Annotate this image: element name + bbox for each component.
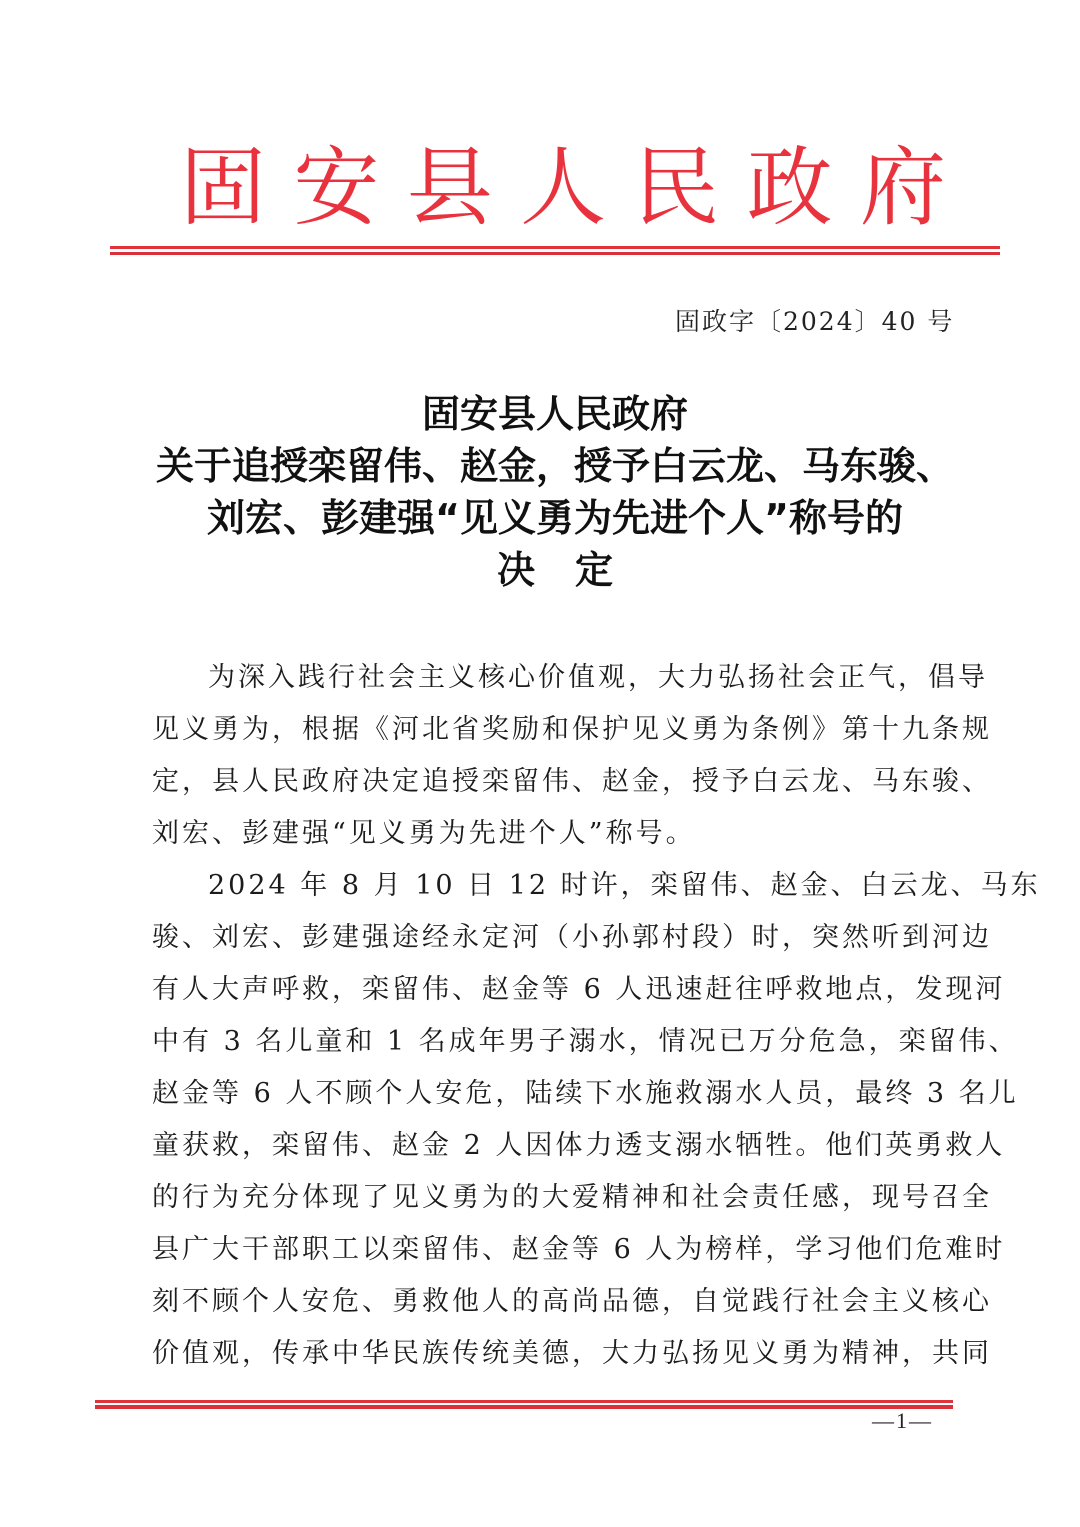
paragraph-line: 童获救，栾留伟、赵金 2 人因体力透支溺水牺牲。他们英勇救人 bbox=[152, 1130, 1006, 1161]
masthead-red-rule bbox=[110, 246, 1000, 256]
paragraph-line: 定，县人民政府决定追授栾留伟、赵金，授予白云龙、马东骏、 bbox=[152, 766, 992, 797]
document-number: 固政字〔2024〕40 号 bbox=[675, 307, 955, 336]
document-body bbox=[152, 652, 1041, 1380]
red-rule-line bbox=[110, 246, 1000, 249]
title-line-issuer: 固安县人民政府 bbox=[421, 392, 688, 436]
paragraph-line: 见义勇为，根据《河北省奖励和保护见义勇为条例》第十九条规 bbox=[152, 714, 992, 745]
red-rule-line bbox=[95, 1405, 953, 1409]
masthead-char: 固 bbox=[180, 138, 266, 238]
paragraph-line: 的行为充分体现了见义勇为的大爱精神和社会责任感，现号召全 bbox=[152, 1182, 992, 1213]
masthead-char: 县 bbox=[406, 138, 493, 238]
paragraph-line: 刘宏、彭建强“见义勇为先进个人”称号。 bbox=[152, 818, 696, 849]
title-line-decision: 决定 bbox=[496, 548, 653, 592]
document-title bbox=[140, 388, 970, 596]
paragraph-line: 价值观，传承中华民族传统美德，大力弘扬见义勇为精神，共同 bbox=[152, 1338, 992, 1369]
masthead-title bbox=[178, 138, 948, 238]
page-number: —1— bbox=[872, 1408, 933, 1433]
title-line-subject-1: 关于追授栾留伟、赵金，授予白云龙、马东骏、 bbox=[155, 444, 954, 488]
paragraph-line: 赵金等 6 人不顾个人安危，陆续下水施救溺水人员，最终 3 名儿 bbox=[152, 1078, 1019, 1109]
paragraph-line: 2024 年 8 月 10 日 12 时许，栾留伟、赵金、白云龙、马东 bbox=[208, 870, 1041, 901]
footer-red-rule bbox=[95, 1400, 953, 1410]
paragraph-line: 县广大干部职工以栾留伟、赵金等 6 人为榜样，学习他们危难时 bbox=[152, 1234, 1006, 1265]
paragraph-line: 骏、刘宏、彭建强途经永定河（小孙郭村段）时，突然听到河边 bbox=[152, 922, 992, 953]
masthead-char: 民 bbox=[633, 138, 720, 238]
red-rule-line bbox=[110, 252, 1000, 255]
masthead-char: 府 bbox=[859, 138, 946, 238]
paragraph-line: 中有 3 名儿童和 1 名成年男子溺水，情况已万分危急，栾留伟、 bbox=[152, 1026, 1019, 1057]
masthead-char: 安 bbox=[293, 138, 380, 238]
masthead-char: 政 bbox=[746, 138, 833, 238]
red-rule-line bbox=[95, 1400, 953, 1403]
masthead-char: 人 bbox=[519, 138, 606, 238]
title-line-subject-2: 刘宏、彭建强“见义勇为先进个人”称号的 bbox=[207, 496, 903, 540]
paragraph-line: 为深入践行社会主义核心价值观，大力弘扬社会正气，倡导 bbox=[208, 662, 988, 693]
paragraph-line: 有人大声呼救，栾留伟、赵金等 6 人迅速赶往呼救地点，发现河 bbox=[152, 974, 1006, 1005]
paragraph-line: 刻不顾个人安危、勇救他人的高尚品德，自觉践行社会主义核心 bbox=[152, 1286, 992, 1317]
